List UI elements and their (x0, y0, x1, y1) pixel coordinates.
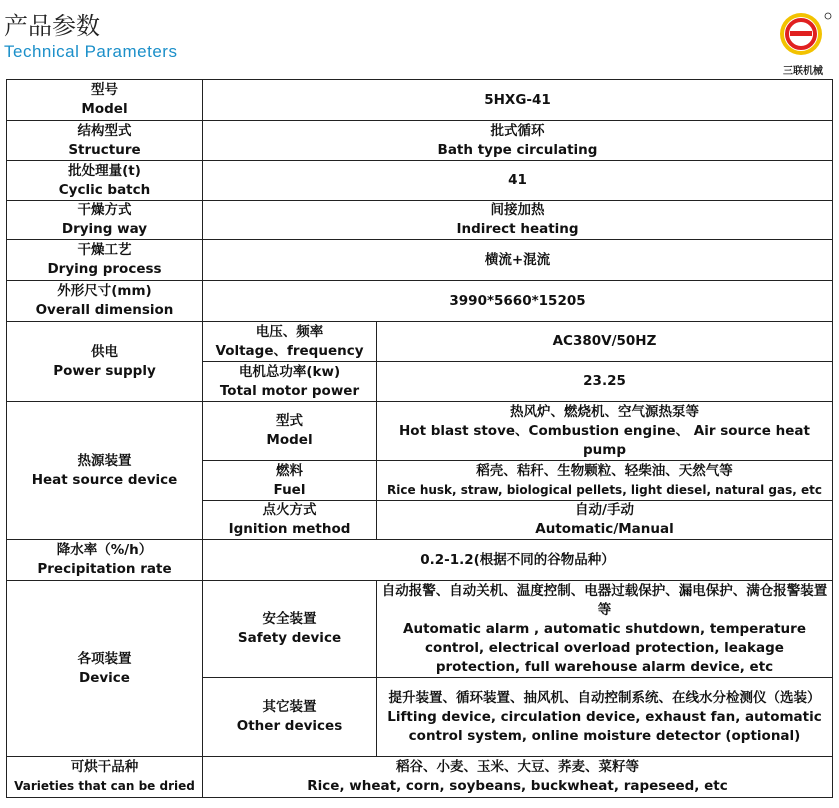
logo-text: 三联机械 (783, 66, 823, 77)
sublabel-cell: 型式 Model (203, 402, 377, 461)
value-cell: 稻谷、小麦、玉米、大豆、荞麦、菜籽等 Rice, wheat, corn, soybeans, buckwheat, rapeseed, etc (203, 757, 833, 798)
value-cell: 稻壳、秸秆、生物颗粒、轻柴油、天然气等 Rice husk, straw, biological pellets, light diesel, natural gas, etc (377, 461, 833, 501)
value-cell: 热风炉、燃烧机、空气源热泵等 Hot blast stove、Combustion engine、 Air source heat pump (377, 402, 833, 461)
value-cell: 批式循环 Bath type circulating (203, 121, 833, 161)
label-cell: 供电 Power supply (7, 322, 203, 402)
value-cell: 5HXG-41 (203, 80, 833, 121)
value-cell: 自动/手动 Automatic/Manual (377, 501, 833, 540)
parameters-table (6, 79, 833, 798)
value-cell: 0.2-1.2(根据不同的谷物品种） (203, 540, 833, 581)
label-cell: 降水率（%/h） Precipitation rate (7, 540, 203, 581)
table-row (7, 757, 833, 798)
value-cell: 自动报警、自动关机、温度控制、电器过载保护、漏电保护、满仓报警装置等 Automatic alarm , automatic shutdown, temperature control, electrical overload protection, leakage protection, full warehouse alarm device, etc (377, 581, 833, 678)
label-cell: 型号 Model (7, 80, 203, 121)
value-cell: 41 (203, 161, 833, 201)
label-cell: 各项装置 Device (7, 581, 203, 757)
label-cell: 可烘干品种 Varieties that can be dried (7, 757, 203, 798)
label-cell: 干燥方式 Drying way (7, 201, 203, 240)
value-cell: 横流+混流 (203, 240, 833, 281)
label-cell: 批处理量(t) Cyclic batch (7, 161, 203, 201)
value-cell: 提升装置、循环装置、抽风机、自动控制系统、在线水分检测仪（选装） Lifting device, circulation device, exhaust fan, automatic control system, online moisture detector (optional) (377, 678, 833, 757)
sublabel-cell: 电机总功率(kw) Total motor power (203, 362, 377, 402)
value-cell: 3990*5660*15205 (203, 281, 833, 322)
table-row (7, 581, 833, 678)
label-cell: 结构型式 Structure (7, 121, 203, 161)
value-cell: AC380V/50HZ (377, 322, 833, 362)
label-cell: 干燥工艺 Drying process (7, 240, 203, 281)
page-title-cn: 产品参数 (4, 12, 100, 40)
sublabel-cell: 其它装置 Other devices (203, 678, 377, 757)
page-title-en: Technical Parameters (4, 42, 178, 61)
sublabel-cell: 燃料 Fuel (203, 461, 377, 501)
table-row (7, 121, 833, 161)
label-cell: 热源装置 Heat source device (7, 402, 203, 540)
sublabel-cell: 安全装置 Safety device (203, 581, 377, 678)
table-row (7, 201, 833, 240)
table-row (7, 402, 833, 461)
table-row (7, 161, 833, 201)
table-row (7, 240, 833, 281)
value-cell: 间接加热 Indirect heating (203, 201, 833, 240)
logo-emblem-icon (772, 10, 834, 62)
sublabel-cell: 电压、频率 Voltage、frequency (203, 322, 377, 362)
table-row (7, 80, 833, 121)
table-row (7, 540, 833, 581)
sublabel-cell: 点火方式 Ignition method (203, 501, 377, 540)
label-cell: 外形尺寸(mm) Overall dimension (7, 281, 203, 322)
value-cell: 23.25 (377, 362, 833, 402)
table-row (7, 281, 833, 322)
table-row (7, 322, 833, 362)
brand-logo (772, 10, 834, 80)
